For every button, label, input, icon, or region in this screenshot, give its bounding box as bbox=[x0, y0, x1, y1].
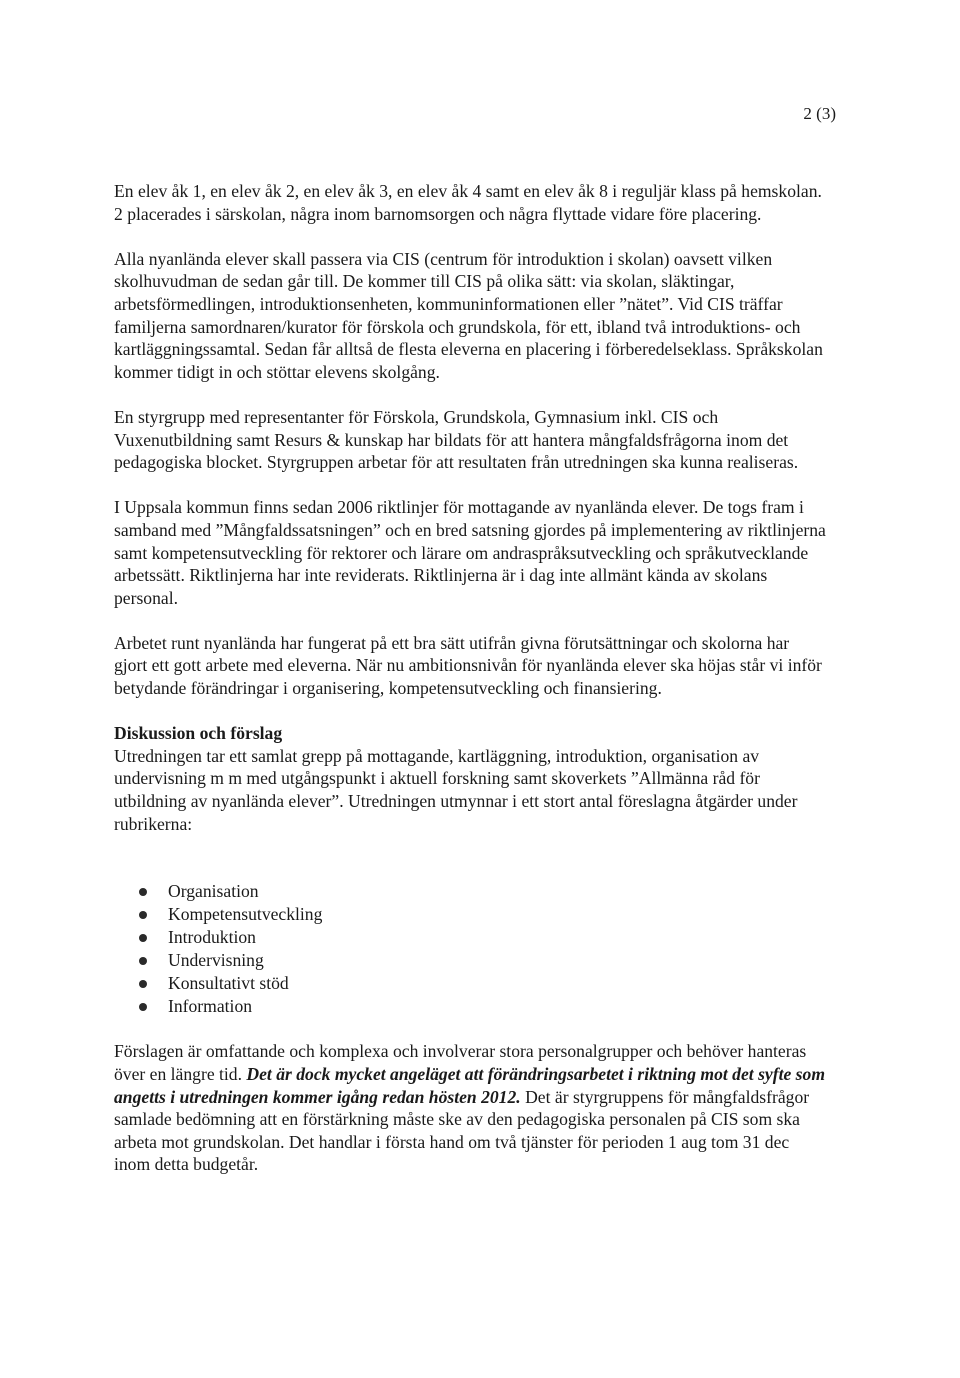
list-item-label: Kompetensutveckling bbox=[168, 903, 323, 924]
bullet-icon bbox=[139, 957, 147, 965]
bullet-icon bbox=[139, 934, 147, 942]
bullet-icon bbox=[139, 980, 147, 988]
paragraph-discussion-intro: Utredningen tar ett samlat grepp på mottagande, kartläggning, introduktion, organisation av undervisning m m med utgångspunkt i aktuell forskning samt skoverkets ”Allmänna råd för utbildning av nyanlända elever”. Utredningen utmynnar i ett stort antal föreslagna åtgärder under rubrikerna: bbox=[114, 745, 798, 834]
proposals-text-start: Förslagen är omfattande och komplexa och involverar stora personalgrupper och behöver hanteras över en längre tid. bbox=[114, 1041, 807, 1084]
section-heading-discussion: Diskussion och förslag bbox=[114, 723, 283, 744]
paragraph-cis: Alla nyanlända elever skall passera via CIS (centrum för introduktion i skolan) oavsett vilken skolhuvudman de sedan går till. De kommer till CIS på olika sätt: via skolan, släktingar, arbetsförmedlingen, introduktionsenheten, kommuninformationen eller ”nätet”. Vid CIS träffar familjerna samordnaren/kurator för förskola och grundskola, för ett, ibland två introduktions- och kartläggningssamtal. Sedan får alltså de flesta eleverna en placering i förberedelseklass. Språkskolan kommer tidigt in och stöttar elevens skolgång. bbox=[114, 248, 823, 382]
list-item bbox=[114, 880, 826, 903]
paragraph-steering-group: En styrgrupp med representanter för Förskola, Grundskola, Gymnasium inkl. CIS och Vuxenutbildning samt Resurs & kunskap har bildats för att hantera mångfaldsfrågorna inom det pedagogiska blocket. Styrgruppen arbetar för att resultaten från utredningen ska kunna realiseras. bbox=[114, 406, 799, 473]
list-item bbox=[114, 949, 826, 972]
list-item bbox=[114, 903, 826, 926]
list-item-label: Organisation bbox=[168, 880, 259, 901]
bullet-icon bbox=[139, 1003, 147, 1011]
list-item-label: Information bbox=[168, 995, 253, 1016]
paragraph-guidelines: I Uppsala kommun finns sedan 2006 riktlinjer för mottagande av nyanlända elever. De togs fram i samband med ”Mångfaldssatsningen” och en bred satsning gjordes på implementering av riktlinjerna samt kompetensutveckling för rektorer och lärare om andraspråksutveckling och språkutvecklande arbetssätt. Riktlinjerna har inte reviderats. Riktlinjerna är i dag inte allmänt kända av skolans personal. bbox=[114, 497, 826, 608]
paragraph-placements: En elev åk 1, en elev åk 2, en elev åk 3, en elev åk 4 samt en elev åk 8 i reguljär klass på hemskolan. 2 placerades i särskolan, några inom barnomsorgen och några flyttade vidare före placering. bbox=[114, 181, 822, 224]
list-item-label: Undervisning bbox=[168, 949, 264, 970]
page-number: 2 (3) bbox=[803, 104, 836, 123]
list-item bbox=[114, 995, 826, 1018]
list-item-label: Konsultativt stöd bbox=[168, 972, 289, 993]
bullet-icon bbox=[139, 911, 147, 919]
document-body bbox=[114, 180, 826, 1199]
bullet-icon bbox=[139, 888, 147, 896]
list-item-label: Introduktion bbox=[168, 926, 256, 947]
paragraph-proposals bbox=[114, 1040, 826, 1176]
proposals-text-end: Det är styrgruppens för mångfaldsfrågor samlade bedömning att en förstärkning måste ske av den pedagogiska personalen på CIS som ska arbeta mot grundskolan. Det handlar i första hand om två tjänster för perioden 1 aug tom 31 dec inom detta budgetår. bbox=[114, 1086, 810, 1175]
bullet-list-rubrics bbox=[114, 880, 826, 1018]
list-item bbox=[114, 972, 826, 995]
paragraph-work-summary: Arbetet runt nyanlända har fungerat på ett bra sätt utifrån givna förutsättningar och skolorna har gjort ett gott arbete med eleverna. När nu ambitionsnivån för nyanlända elever ska höjas står vi inför betydande förändringar i organisering, kompetensutveckling och finansiering. bbox=[114, 632, 822, 699]
list-item bbox=[114, 926, 826, 949]
proposals-emphasis: Det är dock mycket angeläget att förändringsarbetet i riktning mot det syfte som angetts i utredningen kommer igång redan hösten 2012. bbox=[114, 1064, 826, 1107]
